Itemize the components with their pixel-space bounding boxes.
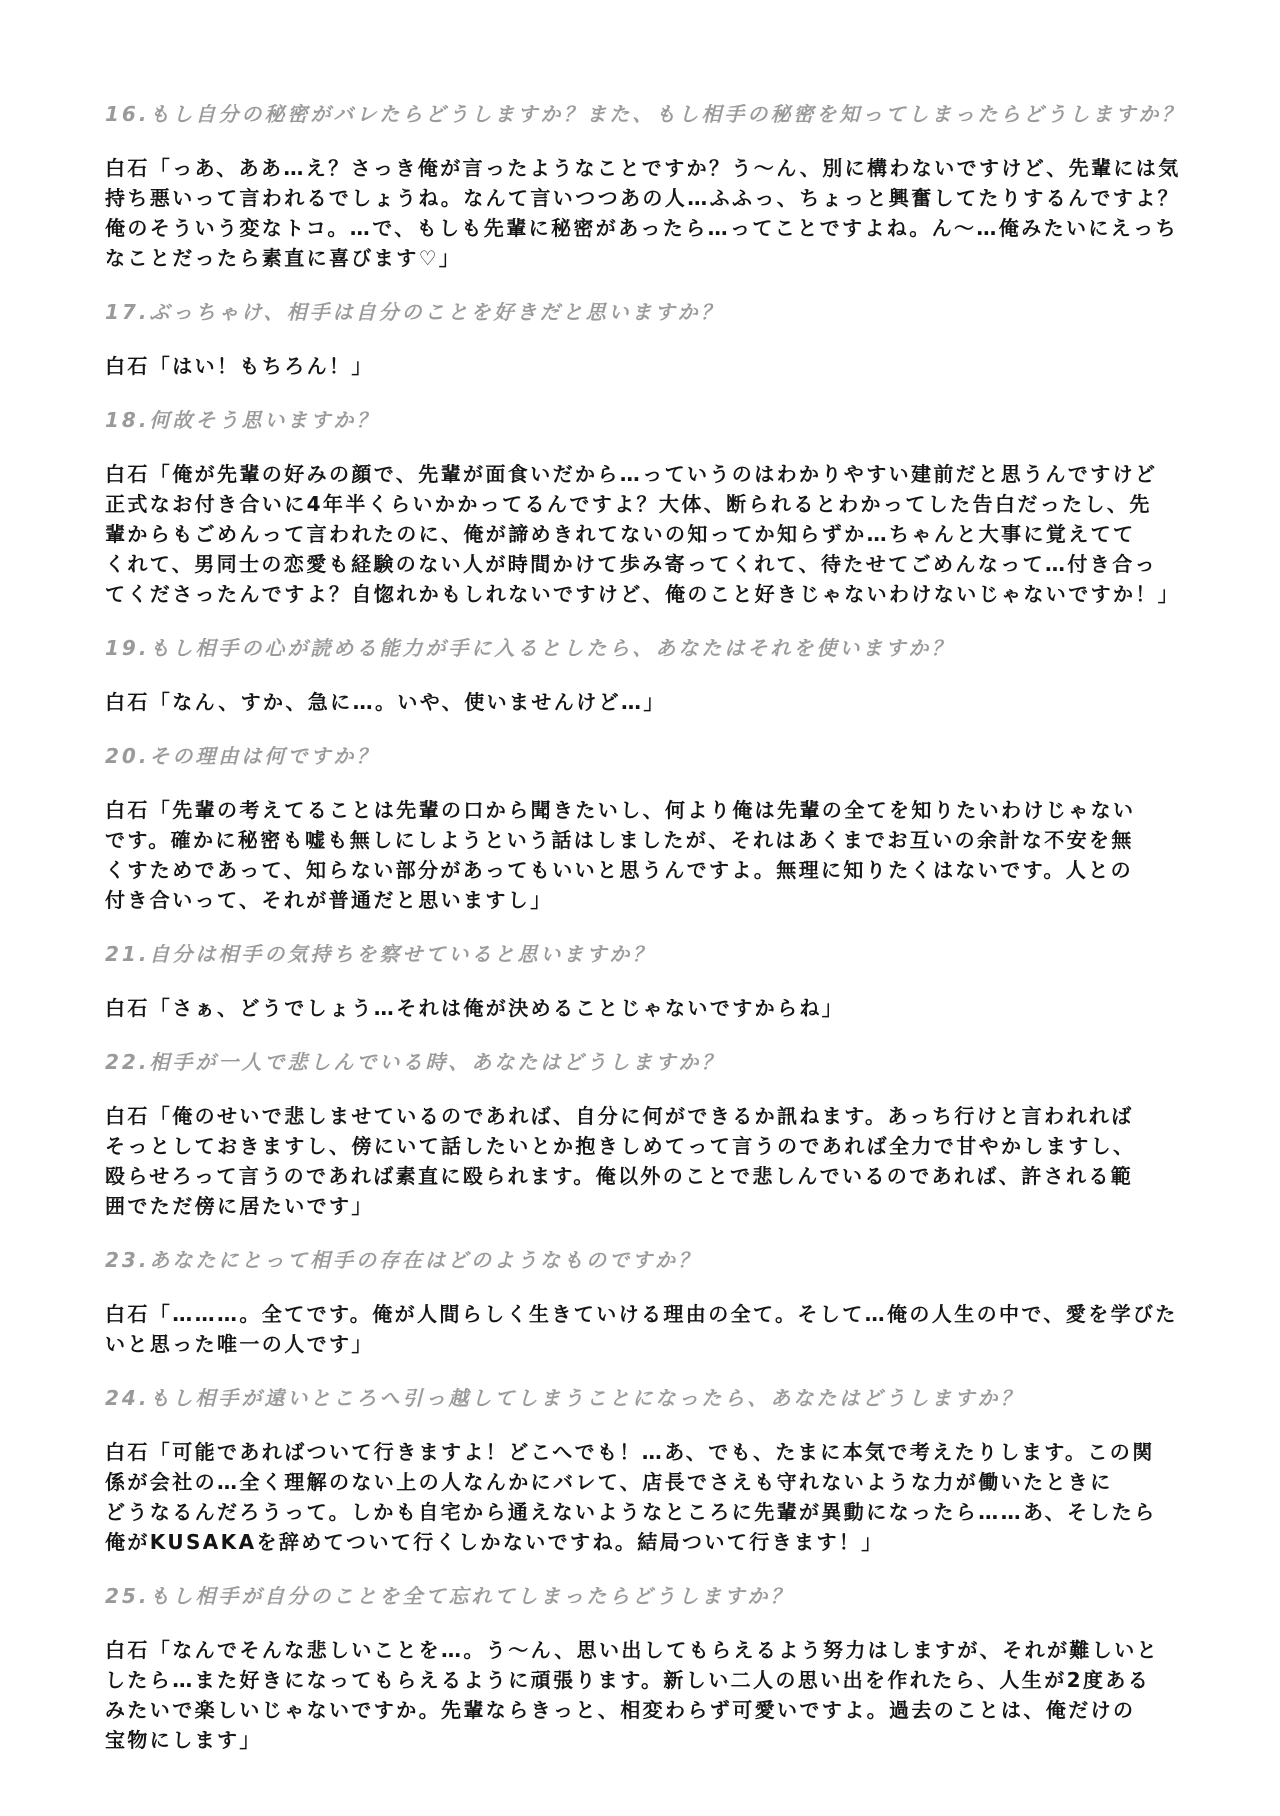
qa-20 xyxy=(105,737,1185,915)
question-heading: 19.もし相手の心が読める能力が手に入るとしたら、あなたはそれを使いますか？ xyxy=(105,636,955,660)
answer-line: てくださったんですよ？自惚れかもしれないですけど、俺のこと好きじゃないわけないじゃないですか！」 xyxy=(105,582,1181,606)
qa-21 xyxy=(105,935,1185,1023)
answer-paragraph xyxy=(105,795,1185,915)
answer-line: 囲でただ傍に居たいです」 xyxy=(105,1194,374,1218)
answer-line: そっとしておきますし、傍にいて話したいとか抱きしめてって言うのであれば全力で甘やかしますし、 xyxy=(105,1134,1136,1158)
answer-line: 係が会社の…全く理解のない上の人なんかにバレて、店長でさえも守れないような力が働いたときに xyxy=(105,1470,1113,1494)
question-heading: 18.何故そう思いますか？ xyxy=(105,408,380,432)
answer-line: 宝物にします」 xyxy=(105,1728,262,1752)
answer-paragraph xyxy=(105,687,1185,717)
question-heading: 23.あなたにとって相手の存在はどのようなものですか？ xyxy=(105,1248,702,1272)
answer-line: 白石「さぁ、どうでしょう…それは俺が決めることじゃないですからね」 xyxy=(105,996,845,1020)
qa-24 xyxy=(105,1379,1185,1557)
answer-line: なことだったら素直に喜びます♡」 xyxy=(105,246,462,270)
answer-line: 白石「なん、すか、急に…。いや、使いませんけど…」 xyxy=(105,690,666,714)
question-heading: 24.もし相手が遠いところへ引っ越してしまうことになったら、あなたはどうしますか？ xyxy=(105,1386,1024,1410)
answer-line: 白石「俺が先輩の好みの顔で、先輩が面食いだから…っていうのはわかりやすい建前だと思うんですけど xyxy=(105,462,1158,486)
answer-paragraph xyxy=(105,1437,1185,1557)
answer-line: くれて、男同士の恋愛も経験のない人が時間かけて歩み寄ってくれて、待たせてごめんなって…付き合っ xyxy=(105,552,1157,576)
answer-line: どうなるんだろうって。しかも自宅から通えないようなところに先輩が異動になったら……あ、そしたら xyxy=(105,1500,1157,1524)
answer-line: 殴らせろって言うのであれば素直に殴られます。俺以外のことで悲しんでいるのであれば、許される範 xyxy=(105,1164,1134,1188)
answer-paragraph xyxy=(105,1635,1185,1755)
question-heading: 16.もし自分の秘密がバレたらどうしますか？また、もし相手の秘密を知ってしまったらどうしますか？ xyxy=(105,102,1185,126)
answer-line: 白石「可能であればついて行きますよ！どこへでも！…あ、でも、たまに本気で考えたりします。この関 xyxy=(105,1440,1155,1464)
answer-line: 白石「先輩の考えてることは先輩の口から聞きたいし、何より俺は先輩の全てを知りたいわけじゃない xyxy=(105,798,1136,822)
answer-line: 白石「っあ、ああ…え？さっき俺が言ったようなことですか？う～ん、別に構わないですけど、先輩には気 xyxy=(105,156,1181,180)
qa-18 xyxy=(105,401,1185,609)
answer-paragraph xyxy=(105,351,1185,381)
qa-19 xyxy=(105,629,1185,717)
answer-line: くすためであって、知らない部分があってもいいと思うんですよ。無理に知りたくはないです。人との xyxy=(105,858,1133,882)
answer-line: みたいで楽しいじゃないですか。先輩ならきっと、相変わらず可愛いですよ。過去のことは、俺だけの xyxy=(105,1698,1136,1722)
answer-line: 俺のそういう変なトコ。…で、もしも先輩に秘密があったら…ってことですよね。ん～…俺みたいにえっち xyxy=(105,216,1178,240)
qa-23 xyxy=(105,1241,1185,1359)
qa-17 xyxy=(105,293,1185,381)
question-heading: 25.もし相手が自分のことを全て忘れてしまったらどうしますか？ xyxy=(105,1584,794,1608)
question-heading: 21.自分は相手の気持ちを察せていると思いますか？ xyxy=(105,942,656,966)
answer-paragraph xyxy=(105,1101,1185,1221)
question-heading: 22.相手が一人で悲しんでいる時、あなたはどうしますか？ xyxy=(105,1050,725,1074)
question-heading: 20.その理由は何ですか？ xyxy=(105,744,380,768)
answer-line: です。確かに秘密も嘘も無しにしようという話はしましたが、それはあくまでお互いの余計な不安を無 xyxy=(105,828,1134,852)
question-heading: 17.ぶっちゃけ、相手は自分のことを好きだと思いますか？ xyxy=(105,300,724,324)
answer-paragraph xyxy=(105,993,1185,1023)
answer-line: 輩からもごめんって言われたのに、俺が諦めきれてないの知ってか知らずか…ちゃんと大事に覚えてて xyxy=(105,522,1136,546)
answer-paragraph xyxy=(105,153,1185,273)
answer-line: 持ち悪いって言われるでしょうね。なんて言いつつあの人…ふふっ、ちょっと興奮してたりするんですよ？ xyxy=(105,186,1180,210)
answer-line: 白石「………。全てです。俺が人間らしく生きていける理由の全て。そして…俺の人生の中で、愛を学びた xyxy=(105,1302,1178,1326)
answer-line: 白石「はい！もちろん！」 xyxy=(105,354,374,378)
answer-line: したら…また好きになってもらえるように頑張ります。新しい二人の思い出を作れたら、人生が2度ある xyxy=(105,1668,1151,1692)
answer-paragraph xyxy=(105,1299,1185,1359)
qa-16 xyxy=(105,95,1185,273)
answer-line: 付き合いって、それが普通だと思いますし」 xyxy=(105,888,553,912)
answer-line: 俺がKUSAKAを辞めてついて行くしかないですね。結局ついて行きます！」 xyxy=(105,1530,884,1554)
qa-25 xyxy=(105,1577,1185,1755)
document-page xyxy=(105,95,1185,1775)
qa-22 xyxy=(105,1043,1185,1221)
answer-line: 正式なお付き合いに4年半くらいかかってるんですよ？大体、断られるとわかってした告白だったし、先 xyxy=(105,492,1152,516)
answer-paragraph xyxy=(105,459,1185,609)
answer-line: 白石「なんでそんな悲しいことを…。う～ん、思い出してもらえるよう努力はしますが、それが難しいと xyxy=(105,1638,1159,1662)
answer-line: いと思った唯一の人です」 xyxy=(105,1332,374,1356)
answer-line: 白石「俺のせいで悲しませているのであれば、自分に何ができるか訊ねます。あっち行けと言われれば xyxy=(105,1104,1134,1128)
